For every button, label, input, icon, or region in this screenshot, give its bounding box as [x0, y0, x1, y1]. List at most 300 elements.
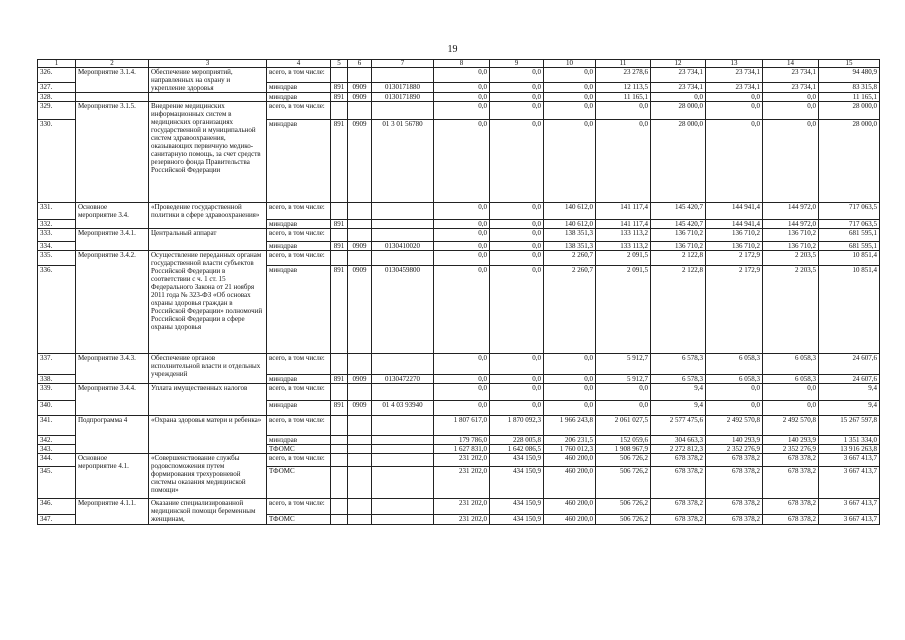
grbs-code-cell [331, 68, 348, 83]
total-cell: 3 667 413,7 [819, 499, 880, 515]
event-type-cell: Мероприятие 3.4.4. [76, 384, 149, 416]
row-number-cell: 337. [38, 354, 76, 375]
year-value-cell: 0,0 [490, 242, 544, 251]
event-type-cell: Мероприятие 4.1.1. [76, 499, 149, 525]
target-article-cell: 01 3 01 56780 [372, 120, 434, 203]
year-value-cell: 6 058,3 [763, 375, 819, 384]
funding-source-cell: ТФОМС [267, 445, 331, 454]
year-value-cell: 0,0 [434, 242, 490, 251]
year-value-cell: 0,0 [544, 93, 596, 102]
grbs-code-cell [331, 436, 348, 445]
table-row [38, 384, 880, 401]
target-article-cell: 0130472270 [372, 375, 434, 384]
year-value-cell: 5 912,7 [596, 375, 651, 384]
year-value-cell: 0,0 [434, 203, 490, 220]
table-row [38, 229, 880, 242]
target-article-cell [372, 436, 434, 445]
year-value-cell: 0,0 [651, 93, 706, 102]
row-number-cell: 333. [38, 229, 76, 242]
section-code-cell [348, 467, 372, 499]
row-number-cell: 328. [38, 93, 76, 102]
year-value-cell: 0,0 [544, 120, 596, 203]
year-value-cell: 506 726,2 [596, 515, 651, 525]
event-type-cell: Мероприятие 3.4.2. [76, 251, 149, 354]
section-code-cell [348, 454, 372, 467]
year-value-cell: 0,0 [706, 401, 763, 416]
year-value-cell: 0,0 [544, 401, 596, 416]
grbs-code-cell: 891 [331, 242, 348, 251]
total-cell: 15 267 597,8 [819, 416, 880, 436]
header-row [38, 60, 880, 68]
year-value-cell: 0,0 [434, 401, 490, 416]
total-cell: 94 480,9 [819, 68, 880, 83]
row-number-cell: 339. [38, 384, 76, 401]
total-cell: 3 667 413,7 [819, 515, 880, 525]
year-value-cell: 145 420,7 [651, 220, 706, 229]
year-value-cell: 0,0 [544, 375, 596, 384]
event-name-cell: «Проведение государственной политики в сфере здравоохранения» [149, 203, 267, 229]
total-cell: 1 351 334,0 [819, 436, 880, 445]
event-type-cell: Мероприятие 3.4.3. [76, 354, 149, 384]
year-value-cell: 23 734,1 [763, 68, 819, 83]
event-name-cell: Уплата имущественных налогов [149, 384, 267, 416]
year-value-cell: 144 941,4 [706, 220, 763, 229]
target-article-cell [372, 68, 434, 83]
table-row [38, 68, 880, 83]
total-cell: 10 851,4 [819, 266, 880, 354]
total-cell: 3 667 413,7 [819, 467, 880, 499]
row-number-cell: 343. [38, 445, 76, 454]
funding-source-cell: минздрав [267, 401, 331, 416]
row-number-cell: 336. [38, 266, 76, 354]
year-value-cell: 0,0 [434, 120, 490, 203]
year-value-cell: 28 000,0 [651, 102, 706, 120]
target-article-cell [372, 416, 434, 436]
section-code-cell [348, 515, 372, 525]
year-value-cell: 678 378,2 [651, 467, 706, 499]
year-value-cell: 2 577 475,6 [651, 416, 706, 436]
year-value-cell: 9,4 [651, 384, 706, 401]
year-value-cell: 0,0 [490, 401, 544, 416]
event-name-cell: Центральный аппарат [149, 229, 267, 251]
year-value-cell: 141 117,4 [596, 203, 651, 220]
event-type-cell [76, 93, 149, 102]
header-cell-2: 2 [76, 60, 149, 68]
grbs-code-cell: 891 [331, 375, 348, 384]
event-name-cell: Оказание специализированной медицинской помощи беременным женщинам, [149, 499, 267, 525]
year-value-cell: 1 807 617,0 [434, 416, 490, 436]
target-article-cell [372, 251, 434, 266]
year-value-cell: 1 966 243,8 [544, 416, 596, 436]
year-value-cell: 23 734,1 [706, 82, 763, 92]
year-value-cell: 0,0 [490, 354, 544, 375]
row-number-cell: 331. [38, 203, 76, 220]
event-type-cell: Мероприятие 3.1.4. [76, 68, 149, 93]
row-number-cell: 347. [38, 515, 76, 525]
grbs-code-cell: 891 [331, 401, 348, 416]
year-value-cell: 0,0 [490, 375, 544, 384]
year-value-cell: 0,0 [544, 384, 596, 401]
year-value-cell: 0,0 [490, 384, 544, 401]
year-value-cell: 0,0 [706, 93, 763, 102]
section-code-cell: 0909 [348, 266, 372, 354]
year-value-cell: 0,0 [434, 82, 490, 92]
target-article-cell: 0130171890 [372, 93, 434, 102]
year-value-cell: 2 352 276,9 [706, 445, 763, 454]
section-code-cell [348, 203, 372, 220]
event-name-cell: Обеспечение мероприятий, направленных на охрану и укрепление здоровья [149, 68, 267, 93]
target-article-cell [372, 454, 434, 467]
target-article-cell: 0130459800 [372, 266, 434, 354]
year-value-cell: 144 941,4 [706, 203, 763, 220]
event-name-cell: Внедрение медицинских информационных систем в медицинских организациях государственной и муниципальной систем здравоохранения, оказывающих первичную медико-санитарную помощь, за счет средств резервного фонда Правительства Российской Федерации [149, 102, 267, 203]
section-code-cell: 0909 [348, 401, 372, 416]
year-value-cell: 0,0 [596, 401, 651, 416]
funding-source-cell: минздрав [267, 375, 331, 384]
section-code-cell: 0909 [348, 242, 372, 251]
total-cell: 681 595,1 [819, 229, 880, 242]
grbs-code-cell [331, 445, 348, 454]
year-value-cell: 2 272 812,3 [651, 445, 706, 454]
year-value-cell: 206 231,5 [544, 436, 596, 445]
year-value-cell: 460 200,0 [544, 515, 596, 525]
year-value-cell: 0,0 [434, 93, 490, 102]
year-value-cell: 23 734,1 [651, 82, 706, 92]
row-number-cell: 341. [38, 416, 76, 436]
grbs-code-cell: 891 [331, 82, 348, 92]
grbs-code-cell [331, 454, 348, 467]
header-cell-7: 7 [372, 60, 434, 68]
section-code-cell [348, 384, 372, 401]
event-type-cell: Подпрограмма 4 [76, 416, 149, 454]
header-cell-14: 14 [763, 60, 819, 68]
target-article-cell: 0130410020 [372, 242, 434, 251]
header-cell-1: 1 [38, 60, 76, 68]
section-code-cell [348, 251, 372, 266]
table-row [38, 251, 880, 266]
grbs-code-cell: 891 [331, 266, 348, 354]
header-cell-10: 10 [544, 60, 596, 68]
total-cell: 24 607,6 [819, 354, 880, 375]
year-value-cell: 434 150,9 [490, 454, 544, 467]
total-cell: 9,4 [819, 401, 880, 416]
year-value-cell: 23 734,1 [706, 68, 763, 83]
header-cell-6: 6 [348, 60, 372, 68]
event-name-cell: «Охрана здоровья матери и ребенка» [149, 416, 267, 454]
table-row [38, 203, 880, 220]
year-value-cell: 0,0 [434, 102, 490, 120]
grbs-code-cell [331, 251, 348, 266]
target-article-cell [372, 499, 434, 515]
section-code-cell [348, 354, 372, 375]
target-article-cell [372, 102, 434, 120]
funding-source-cell: всего, в том числе: [267, 384, 331, 401]
year-value-cell: 0,0 [596, 120, 651, 203]
total-cell: 717 063,5 [819, 220, 880, 229]
year-value-cell: 12 113,5 [596, 82, 651, 92]
year-value-cell: 434 150,9 [490, 499, 544, 515]
year-value-cell: 678 378,2 [651, 515, 706, 525]
target-article-cell [372, 220, 434, 229]
year-value-cell: 6 058,3 [706, 354, 763, 375]
year-value-cell: 0,0 [434, 354, 490, 375]
year-value-cell: 0,0 [763, 120, 819, 203]
year-value-cell: 23 278,6 [596, 68, 651, 83]
section-code-cell [348, 220, 372, 229]
total-cell: 3 667 413,7 [819, 454, 880, 467]
event-type-cell: Мероприятие 3.4.1. [76, 229, 149, 251]
year-value-cell: 0,0 [434, 220, 490, 229]
event-type-cell: Основное мероприятие 3.4. [76, 203, 149, 229]
event-name-cell: Осуществление переданных органам государственной власти субъектов Российской Федерации в соответствии с ч. 1 ст. 15 Федерального Закона от 21 ноября 2011 года № 323-ФЗ «Об основах охраны здоровья граждан в Российской Федерации» полномочий Российской Федерации в сфере охраны здоровья [149, 251, 267, 354]
year-value-cell: 136 710,2 [651, 229, 706, 242]
year-value-cell: 0,0 [763, 401, 819, 416]
funding-source-cell: всего, в том числе: [267, 499, 331, 515]
year-value-cell: 678 378,2 [651, 499, 706, 515]
table-row [38, 416, 880, 436]
funding-source-cell: минздрав [267, 220, 331, 229]
grbs-code-cell [331, 467, 348, 499]
table-row [38, 102, 880, 120]
year-value-cell: 0,0 [544, 102, 596, 120]
year-value-cell: 678 378,2 [706, 499, 763, 515]
total-cell: 83 315,8 [819, 82, 880, 92]
year-value-cell: 231 202,0 [434, 499, 490, 515]
funding-source-cell: минздрав [267, 436, 331, 445]
event-name-cell: «Совершенствование службы родовспоможения путем формирования трехуровневой системы оказания медицинской помощи» [149, 454, 267, 499]
year-value-cell: 2 122,8 [651, 266, 706, 354]
funding-source-cell: всего, в том числе: [267, 416, 331, 436]
year-value-cell: 11 165,1 [596, 93, 651, 102]
year-value-cell: 0,0 [706, 120, 763, 203]
year-value-cell: 678 378,2 [706, 454, 763, 467]
grbs-code-cell [331, 354, 348, 375]
year-value-cell: 6 058,3 [706, 375, 763, 384]
funding-source-cell: всего, в том числе: [267, 102, 331, 120]
header-cell-3: 3 [149, 60, 267, 68]
row-number-cell: 332. [38, 220, 76, 229]
funding-source-cell: минздрав [267, 242, 331, 251]
year-value-cell: 460 200,0 [544, 467, 596, 499]
year-value-cell: 2 203,5 [763, 266, 819, 354]
page-number: 19 [447, 44, 458, 55]
year-value-cell: 138 351,3 [544, 242, 596, 251]
header-cell-5: 5 [331, 60, 348, 68]
section-code-cell [348, 102, 372, 120]
grbs-code-cell [331, 102, 348, 120]
year-value-cell: 678 378,2 [763, 515, 819, 525]
target-article-cell [372, 384, 434, 401]
year-value-cell: 28 000,0 [651, 120, 706, 203]
target-article-cell [372, 515, 434, 525]
grbs-code-cell [331, 384, 348, 401]
year-value-cell: 2 203,5 [763, 251, 819, 266]
grbs-code-cell: 891 [331, 120, 348, 203]
year-value-cell: 0,0 [434, 384, 490, 401]
year-value-cell: 2 260,7 [544, 251, 596, 266]
year-value-cell: 0,0 [706, 102, 763, 120]
year-value-cell: 136 710,2 [651, 242, 706, 251]
year-value-cell: 0,0 [434, 266, 490, 354]
section-code-cell [348, 68, 372, 83]
year-value-cell: 0,0 [544, 354, 596, 375]
year-value-cell: 506 726,2 [596, 467, 651, 499]
year-value-cell: 2 352 276,9 [763, 445, 819, 454]
year-value-cell: 179 786,0 [434, 436, 490, 445]
row-number-cell: 344. [38, 454, 76, 467]
header-cell-8: 8 [434, 60, 490, 68]
row-number-cell: 334. [38, 242, 76, 251]
funding-source-cell: всего, в том числе: [267, 454, 331, 467]
year-value-cell: 304 663,3 [651, 436, 706, 445]
year-value-cell: 678 378,2 [706, 467, 763, 499]
funding-source-cell: минздрав [267, 93, 331, 102]
row-number-cell: 342. [38, 436, 76, 445]
year-value-cell: 460 200,0 [544, 454, 596, 467]
table-row [38, 354, 880, 375]
year-value-cell: 136 710,2 [763, 229, 819, 242]
year-value-cell: 140 293,9 [706, 436, 763, 445]
year-value-cell: 2 172,9 [706, 266, 763, 354]
year-value-cell: 0,0 [434, 229, 490, 242]
section-code-cell [348, 229, 372, 242]
year-value-cell: 136 710,2 [706, 242, 763, 251]
year-value-cell: 0,0 [490, 102, 544, 120]
total-cell: 24 607,6 [819, 375, 880, 384]
grbs-code-cell [331, 499, 348, 515]
year-value-cell: 231 202,0 [434, 515, 490, 525]
funding-source-cell: ТФОМС [267, 515, 331, 525]
target-article-cell [372, 203, 434, 220]
year-value-cell: 2 492 570,8 [706, 416, 763, 436]
year-value-cell: 144 972,0 [763, 203, 819, 220]
row-number-cell: 346. [38, 499, 76, 515]
funding-source-cell: минздрав [267, 82, 331, 92]
year-value-cell: 0,0 [490, 120, 544, 203]
funding-source-cell: всего, в том числе: [267, 354, 331, 375]
year-value-cell: 136 710,2 [763, 242, 819, 251]
row-number-cell: 338. [38, 375, 76, 384]
section-code-cell: 0909 [348, 82, 372, 92]
year-value-cell: 678 378,2 [763, 499, 819, 515]
row-number-cell: 329. [38, 102, 76, 120]
total-cell: 28 000,0 [819, 102, 880, 120]
funding-source-cell: всего, в том числе: [267, 251, 331, 266]
year-value-cell: 1 760 012,3 [544, 445, 596, 454]
table-row [38, 499, 880, 515]
event-name-cell: Обеспечение органов исполнительной власти и отдельных учреждений [149, 354, 267, 384]
year-value-cell: 5 912,7 [596, 354, 651, 375]
total-cell: 10 851,4 [819, 251, 880, 266]
year-value-cell: 0,0 [490, 203, 544, 220]
header-cell-4: 4 [267, 60, 331, 68]
year-value-cell: 1 870 092,3 [490, 416, 544, 436]
grbs-code-cell [331, 515, 348, 525]
year-value-cell: 0,0 [490, 229, 544, 242]
year-value-cell: 678 378,2 [763, 454, 819, 467]
funding-source-cell: всего, в том числе: [267, 229, 331, 242]
year-value-cell: 0,0 [544, 82, 596, 92]
year-value-cell: 0,0 [763, 384, 819, 401]
grbs-code-cell: 891 [331, 93, 348, 102]
row-number-cell: 330. [38, 120, 76, 203]
row-number-cell: 335. [38, 251, 76, 266]
year-value-cell: 0,0 [596, 384, 651, 401]
year-value-cell: 2 091,5 [596, 251, 651, 266]
target-article-cell: 0130171880 [372, 82, 434, 92]
total-cell: 681 595,1 [819, 242, 880, 251]
event-name-cell [149, 93, 267, 102]
year-value-cell: 1 642 086,5 [490, 445, 544, 454]
year-value-cell: 434 150,9 [490, 467, 544, 499]
event-type-cell: Основное мероприятие 4.1. [76, 454, 149, 499]
section-code-cell [348, 499, 372, 515]
row-number-cell: 345. [38, 467, 76, 499]
table-row [38, 454, 880, 467]
total-cell: 28 000,0 [819, 120, 880, 203]
grbs-code-cell [331, 229, 348, 242]
year-value-cell: 678 378,2 [706, 515, 763, 525]
year-value-cell: 1 627 831,0 [434, 445, 490, 454]
year-value-cell: 0,0 [763, 102, 819, 120]
budget-table [37, 59, 880, 525]
header-cell-9: 9 [490, 60, 544, 68]
year-value-cell: 2 172,9 [706, 251, 763, 266]
section-code-cell: 0909 [348, 120, 372, 203]
year-value-cell: 23 734,1 [651, 68, 706, 83]
year-value-cell: 460 200,0 [544, 499, 596, 515]
funding-source-cell: минздрав [267, 120, 331, 203]
year-value-cell: 231 202,0 [434, 454, 490, 467]
year-value-cell: 0,0 [596, 102, 651, 120]
year-value-cell: 2 260,7 [544, 266, 596, 354]
header-cell-15: 15 [819, 60, 880, 68]
year-value-cell: 140 612,0 [544, 220, 596, 229]
year-value-cell: 678 378,2 [763, 467, 819, 499]
header-cell-11: 11 [596, 60, 651, 68]
target-article-cell [372, 229, 434, 242]
year-value-cell: 2 122,8 [651, 251, 706, 266]
target-article-cell [372, 354, 434, 375]
year-value-cell: 231 202,0 [434, 467, 490, 499]
year-value-cell: 152 059,6 [596, 436, 651, 445]
year-value-cell: 0,0 [490, 93, 544, 102]
year-value-cell: 0,0 [490, 82, 544, 92]
year-value-cell: 136 710,2 [706, 229, 763, 242]
target-article-cell [372, 445, 434, 454]
target-article-cell: 01 4 03 93940 [372, 401, 434, 416]
year-value-cell: 0,0 [434, 251, 490, 266]
year-value-cell: 0,0 [434, 68, 490, 83]
year-value-cell: 0,0 [706, 384, 763, 401]
funding-source-cell: всего, в том числе: [267, 68, 331, 83]
year-value-cell: 0,0 [490, 220, 544, 229]
year-value-cell: 138 351,3 [544, 229, 596, 242]
table-row [38, 93, 880, 102]
year-value-cell: 0,0 [490, 266, 544, 354]
section-code-cell [348, 445, 372, 454]
total-cell: 11 165,1 [819, 93, 880, 102]
year-value-cell: 0,0 [763, 93, 819, 102]
year-value-cell: 133 113,2 [596, 229, 651, 242]
year-value-cell: 506 726,2 [596, 454, 651, 467]
year-value-cell: 0,0 [490, 251, 544, 266]
year-value-cell: 141 117,4 [596, 220, 651, 229]
grbs-code-cell [331, 203, 348, 220]
year-value-cell: 228 005,8 [490, 436, 544, 445]
total-cell: 9,4 [819, 384, 880, 401]
year-value-cell: 0,0 [490, 68, 544, 83]
